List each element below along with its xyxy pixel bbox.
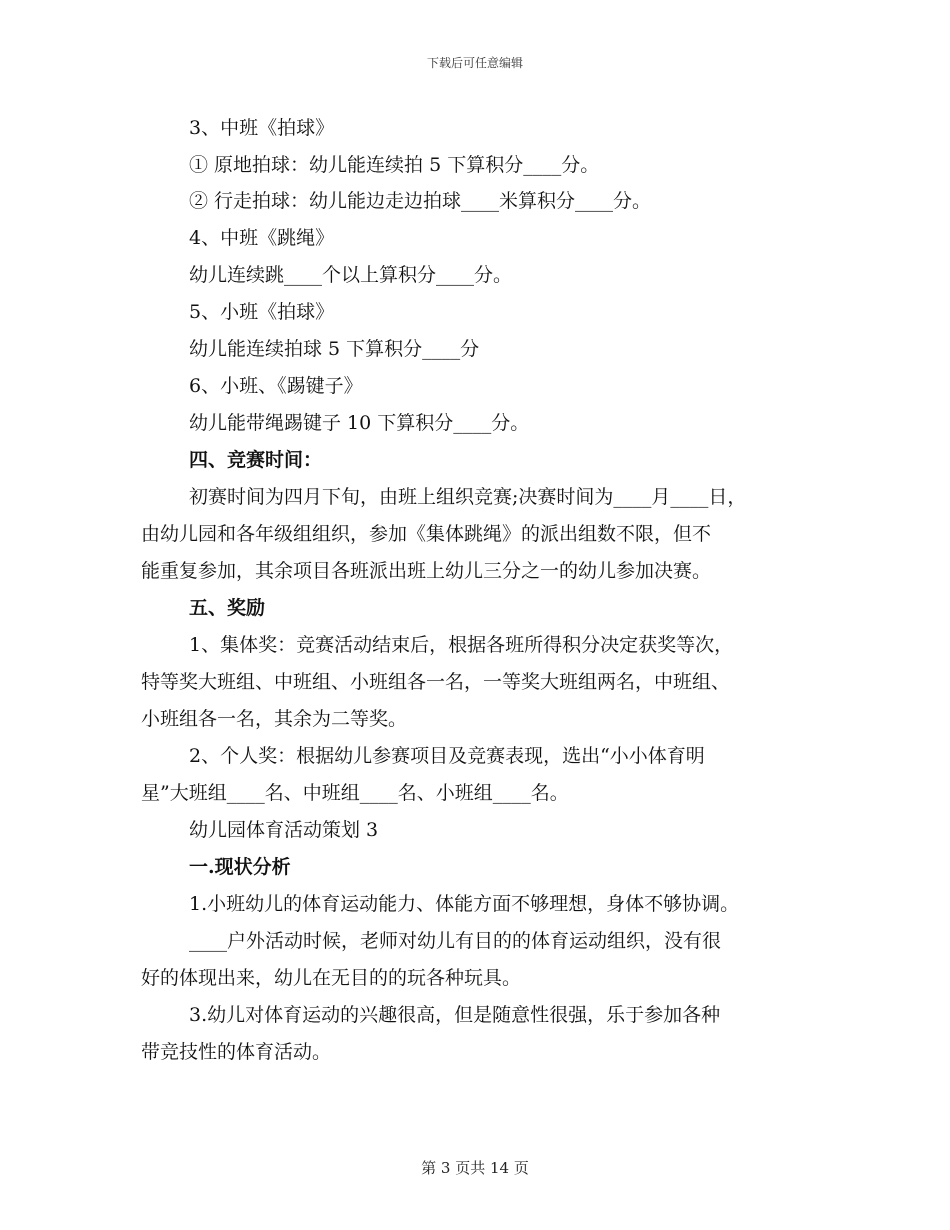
- paragraph-line: 由幼儿园和各年级组组织，参加《集体跳绳》的派出组数不限，但不: [141, 523, 712, 545]
- paragraph-line: 6、小班、《踢键子》: [189, 375, 363, 397]
- paragraph-line: 幼儿园体育活动策划 3: [189, 819, 379, 841]
- paragraph-line: 小班组各一名，其余为二等奖。: [141, 708, 408, 730]
- section-heading: 四、竞赛时间：: [189, 449, 323, 471]
- paragraph-line: 特等奖大班组、中班组、小班组各一名，一等奖大班组两名，中班组、: [141, 671, 731, 693]
- paragraph-line: 带竞技性的体育活动。: [141, 1041, 332, 1063]
- page-footer: 第 3 页共 14 页: [421, 1159, 529, 1177]
- paragraph-line: 能重复参加，其余项目各班派出班上幼儿三分之一的幼儿参加决赛。: [141, 560, 712, 582]
- section-heading: 一.现状分析: [189, 856, 291, 878]
- paragraph-line: 幼儿连续跳____个以上算积分____分。: [189, 264, 513, 286]
- paragraph-line: 幼儿能带绳踢键子 10 下算积分____分。: [189, 412, 530, 434]
- paragraph-line: ① 原地拍球：幼儿能连续拍 5 下算积分____分。: [189, 154, 600, 176]
- page-header-note: 下载后可任意编辑: [426, 56, 523, 70]
- paragraph-line: 幼儿能连续拍球 5 下算积分____分: [189, 338, 480, 360]
- paragraph-line: 3、中班《拍球》: [189, 117, 335, 139]
- paragraph-line: 3.幼儿对体育运动的兴趣很高，但是随意性很强，乐于参加各种: [189, 1004, 721, 1026]
- paragraph-line: ② 行走拍球：幼儿能边走边拍球____米算积分____分。: [189, 190, 652, 212]
- paragraph-line: 初赛时间为四月下旬，由班上组织竞赛;决赛时间为____月____日，: [189, 486, 747, 508]
- section-heading: 五、奖励: [189, 597, 266, 619]
- paragraph-line: 5、小班《拍球》: [189, 301, 335, 323]
- paragraph-line: 4、中班《跳绳》: [189, 227, 335, 249]
- paragraph-line: 星”大班组____名、中班组____名、小班组____名。: [141, 782, 569, 804]
- paragraph-line: 2、个人奖：根据幼儿参赛项目及竞赛表现，选出“小小体育明: [189, 745, 705, 767]
- paragraph-line: ____户外活动时候，老师对幼儿有目的的体育运动组织，没有很: [189, 930, 722, 952]
- paragraph-line: 1、集体奖：竞赛活动结束后，根据各班所得积分决定获奖等次，: [189, 634, 734, 656]
- paragraph-line: 好的体现出来，幼儿在无目的的玩各种玩具。: [141, 967, 522, 989]
- paragraph-line: 1.小班幼儿的体育运动能力、体能方面不够理想，身体不够协调。: [189, 893, 740, 915]
